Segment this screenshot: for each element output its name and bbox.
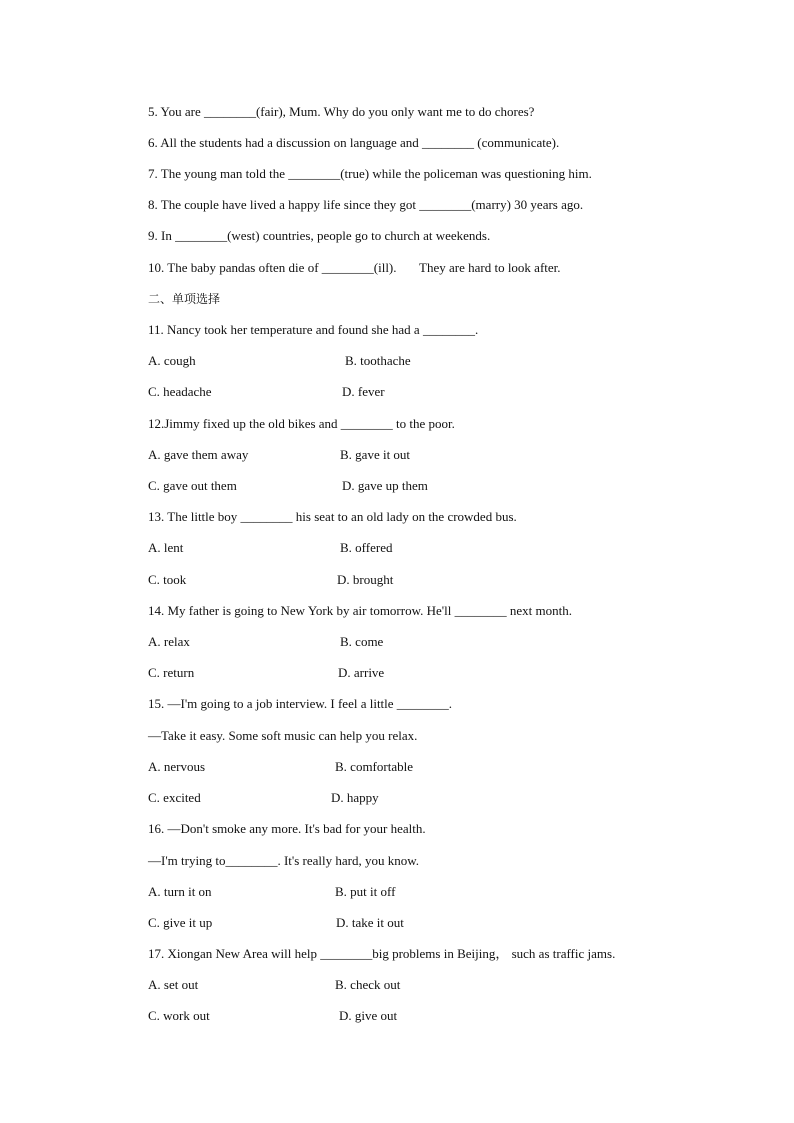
option-d: D. arrive <box>338 665 385 680</box>
section-title: 二、单项选择 <box>148 292 221 306</box>
question-17: 17. Xiongan New Area will help ________big problems in Beijing， such as traffic jams. <box>148 946 616 961</box>
question-12: 12.Jimmy fixed up the old bikes and ________ to the poor. <box>148 416 455 431</box>
option-b: B. comfortable <box>335 759 413 774</box>
question-5: 5. You are ________(fair), Mum. Why do you only want me to do chores? <box>148 104 535 119</box>
option-b: B. toothache <box>345 353 411 368</box>
option-c: C. return <box>148 665 195 680</box>
question-15: 15. —I'm going to a job interview. I feel a little ________. <box>148 696 453 711</box>
option-a: A. cough <box>148 353 196 368</box>
option-b: B. come <box>340 634 384 649</box>
option-b: B. offered <box>340 540 393 555</box>
option-c: C. gave out them <box>148 478 237 493</box>
question-11: 11. Nancy took her temperature and found she had a ________. <box>148 322 479 337</box>
option-c: C. give it up <box>148 915 213 930</box>
question-16: 16. —Don't smoke any more. It's bad for your health. <box>148 821 426 836</box>
option-b: B. check out <box>335 977 401 992</box>
option-a: A. gave them away <box>148 447 249 462</box>
question-15-reply: —Take it easy. Some soft music can help you relax. <box>148 728 418 743</box>
option-b: B. gave it out <box>340 447 411 462</box>
option-a: A. turn it on <box>148 884 212 899</box>
option-a: A. lent <box>148 540 184 555</box>
option-c: C. work out <box>148 1008 210 1023</box>
option-d: D. brought <box>337 572 394 587</box>
option-c: C. excited <box>148 790 201 805</box>
question-6: 6. All the students had a discussion on language and ________ (communicate). <box>148 135 560 150</box>
option-d: D. take it out <box>336 915 404 930</box>
option-a: A. nervous <box>148 759 206 774</box>
question-14: 14. My father is going to New York by air tomorrow. He'll ________ next month. <box>148 603 572 618</box>
option-b: B. put it off <box>335 884 396 899</box>
option-d: D. happy <box>331 790 379 805</box>
option-a: A. relax <box>148 634 190 649</box>
question-13: 13. The little boy ________ his seat to an old lady on the crowded bus. <box>148 509 517 524</box>
question-8: 8. The couple have lived a happy life since they got ________(marry) 30 years ago. <box>148 197 584 212</box>
option-d: D. fever <box>342 384 385 399</box>
question-7: 7. The young man told the ________(true) while the policeman was questioning him. <box>148 166 592 181</box>
option-c: C. headache <box>148 384 212 399</box>
option-c: C. took <box>148 572 187 587</box>
question-10: 10. The baby pandas often die of ________(ill). They are hard to look after. <box>148 260 561 275</box>
question-9: 9. In ________(west) countries, people go to church at weekends. <box>148 228 491 243</box>
question-16-reply: —I'm trying to________. It's really hard, you know. <box>148 853 420 868</box>
option-d: D. gave up them <box>342 478 428 493</box>
option-a: A. set out <box>148 977 199 992</box>
option-d: D. give out <box>339 1008 398 1023</box>
